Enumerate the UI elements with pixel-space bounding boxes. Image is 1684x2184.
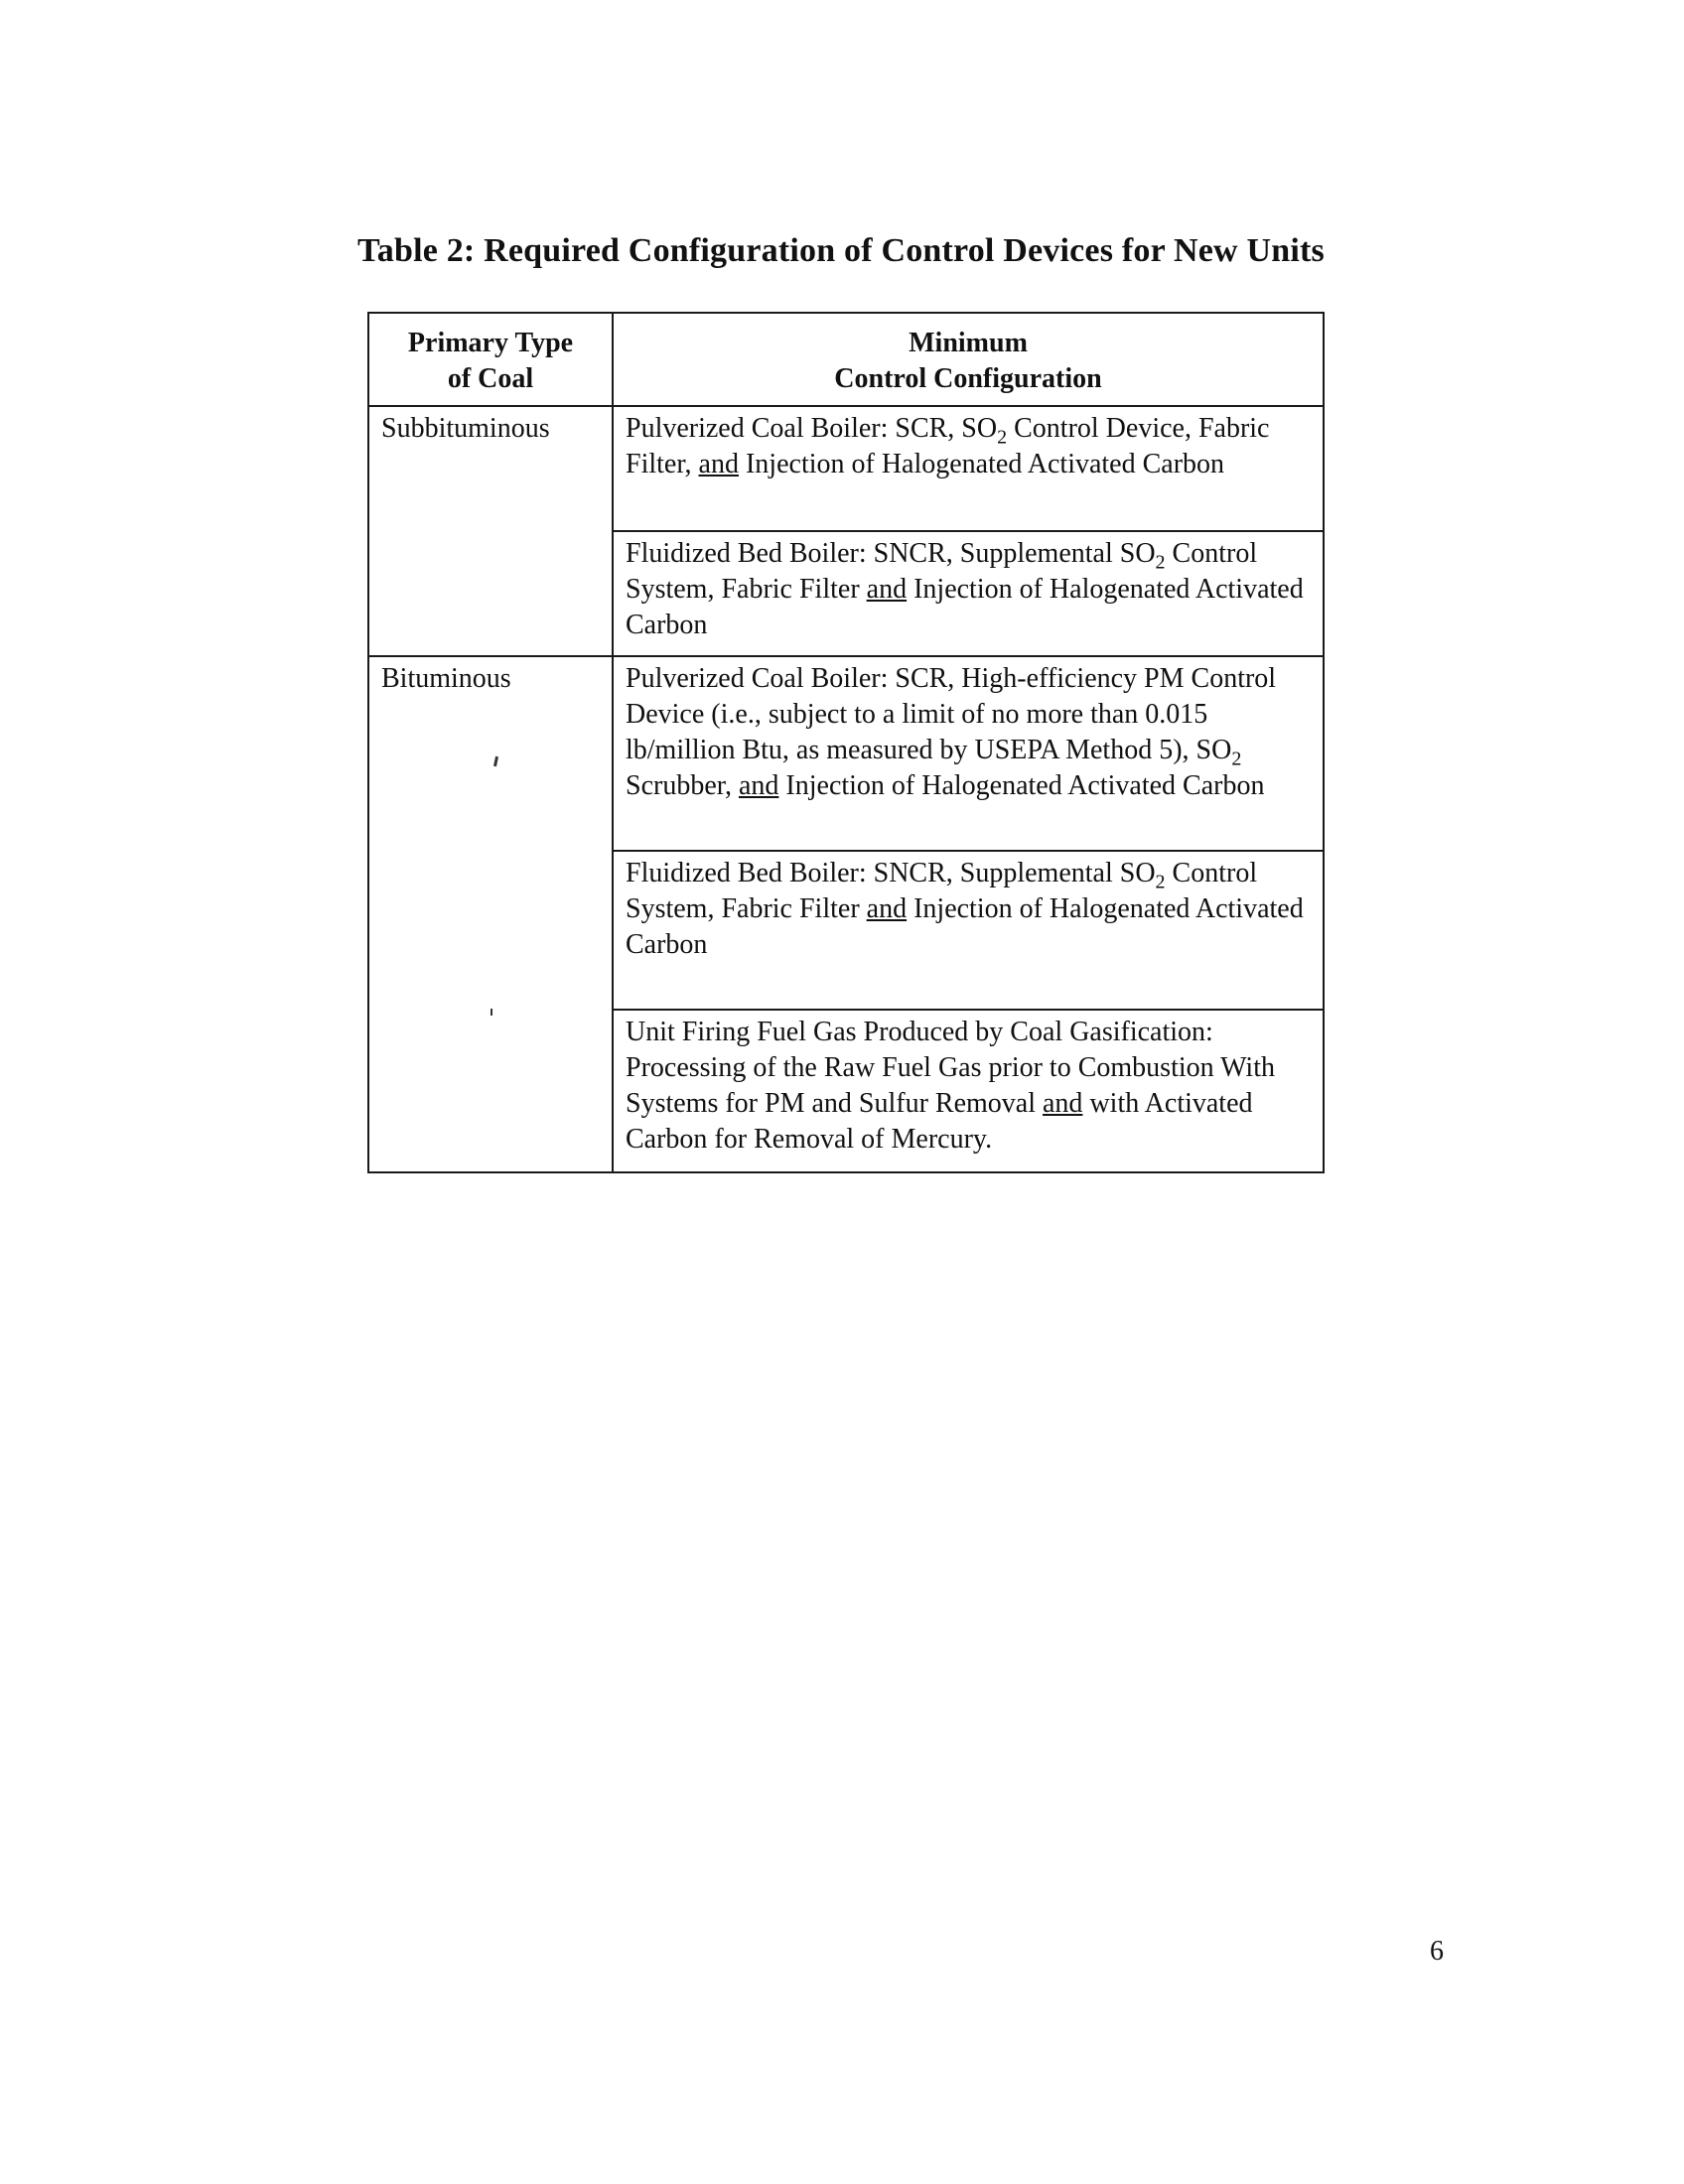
config-cell — [613, 406, 1324, 531]
config-text-part: Control Device, Fabric Filter, — [626, 413, 1270, 479]
header-col1-line2: of Coal — [447, 363, 534, 394]
table-header-row — [368, 313, 1324, 406]
subscript: 2 — [1231, 748, 1242, 770]
config-text-part: Control System, Fabric Filter — [626, 538, 1258, 605]
underlined-and: and — [866, 893, 908, 924]
config-cell — [613, 1010, 1324, 1172]
config-text-part: Scrubber, — [626, 770, 739, 801]
config-text-part: with Activated Carbon for Removal of Mercury. — [626, 1088, 1253, 1155]
config-text-part: Fluidized Bed Boiler: SNCR, Supplemental SO — [626, 538, 1156, 569]
coal-type-bituminous: Bituminous — [381, 663, 511, 694]
scan-speck — [491, 1009, 492, 1016]
header-col2-line1: Minimum — [909, 328, 1028, 358]
config-text-part: Pulverized Coal Boiler: SCR, SO — [626, 413, 998, 444]
config-text-part: Injection of Halogenated Activated Carbon — [626, 574, 1304, 640]
header-col1-line1: Primary Type — [407, 328, 574, 358]
config-cell — [613, 656, 1324, 851]
config-cell — [613, 851, 1324, 1010]
config-text-part: Control System, Fabric Filter — [626, 858, 1258, 924]
config-text-part: Injection of Halogenated Activated Carbon — [778, 770, 1265, 801]
page-number: 6 — [1430, 1936, 1444, 1967]
coal-type-cell — [368, 656, 613, 1172]
underlined-and: and — [698, 449, 739, 479]
config-text-part: Injection of Halogenated Activated Carbon — [738, 449, 1225, 479]
table-row — [368, 406, 1324, 531]
subscript: 2 — [1155, 551, 1166, 574]
config-cell — [613, 531, 1324, 656]
subscript: 2 — [1155, 871, 1166, 893]
config-text-part: Fluidized Bed Boiler: SNCR, Supplemental SO — [626, 858, 1156, 888]
table-title: Table 2: Required Configuration of Control Devices for New Units — [357, 232, 1325, 269]
header-col2-line2: Control Configuration — [834, 363, 1102, 394]
underlined-and: and — [866, 574, 908, 605]
config-text-part: Pulverized Coal Boiler: SCR, High-efficiency PM Control Device (i.e., subject to a limit of no more than 0.015 lb/million Btu, as measured by USEPA Method 5), SO — [626, 663, 1277, 765]
coal-type-subbituminous: Subbituminous — [381, 413, 550, 444]
subscript: 2 — [997, 426, 1008, 449]
config-text-part: Unit Firing Fuel Gas Produced by Coal Gasification: Processing of the Raw Fuel Gas prior to Combustion With Systems for PM and Sulfur Removal — [626, 1017, 1275, 1119]
underlined-and: and — [738, 770, 779, 801]
coal-type-cell — [368, 406, 613, 656]
config-text-part: Injection of Halogenated Activated Carbon — [626, 893, 1304, 960]
underlined-and: and — [1043, 1088, 1083, 1119]
control-configuration-table — [367, 312, 1325, 1173]
table-row — [368, 656, 1324, 851]
header-primary-type-of-coal — [368, 313, 613, 406]
header-minimum-control-configuration — [613, 313, 1324, 406]
